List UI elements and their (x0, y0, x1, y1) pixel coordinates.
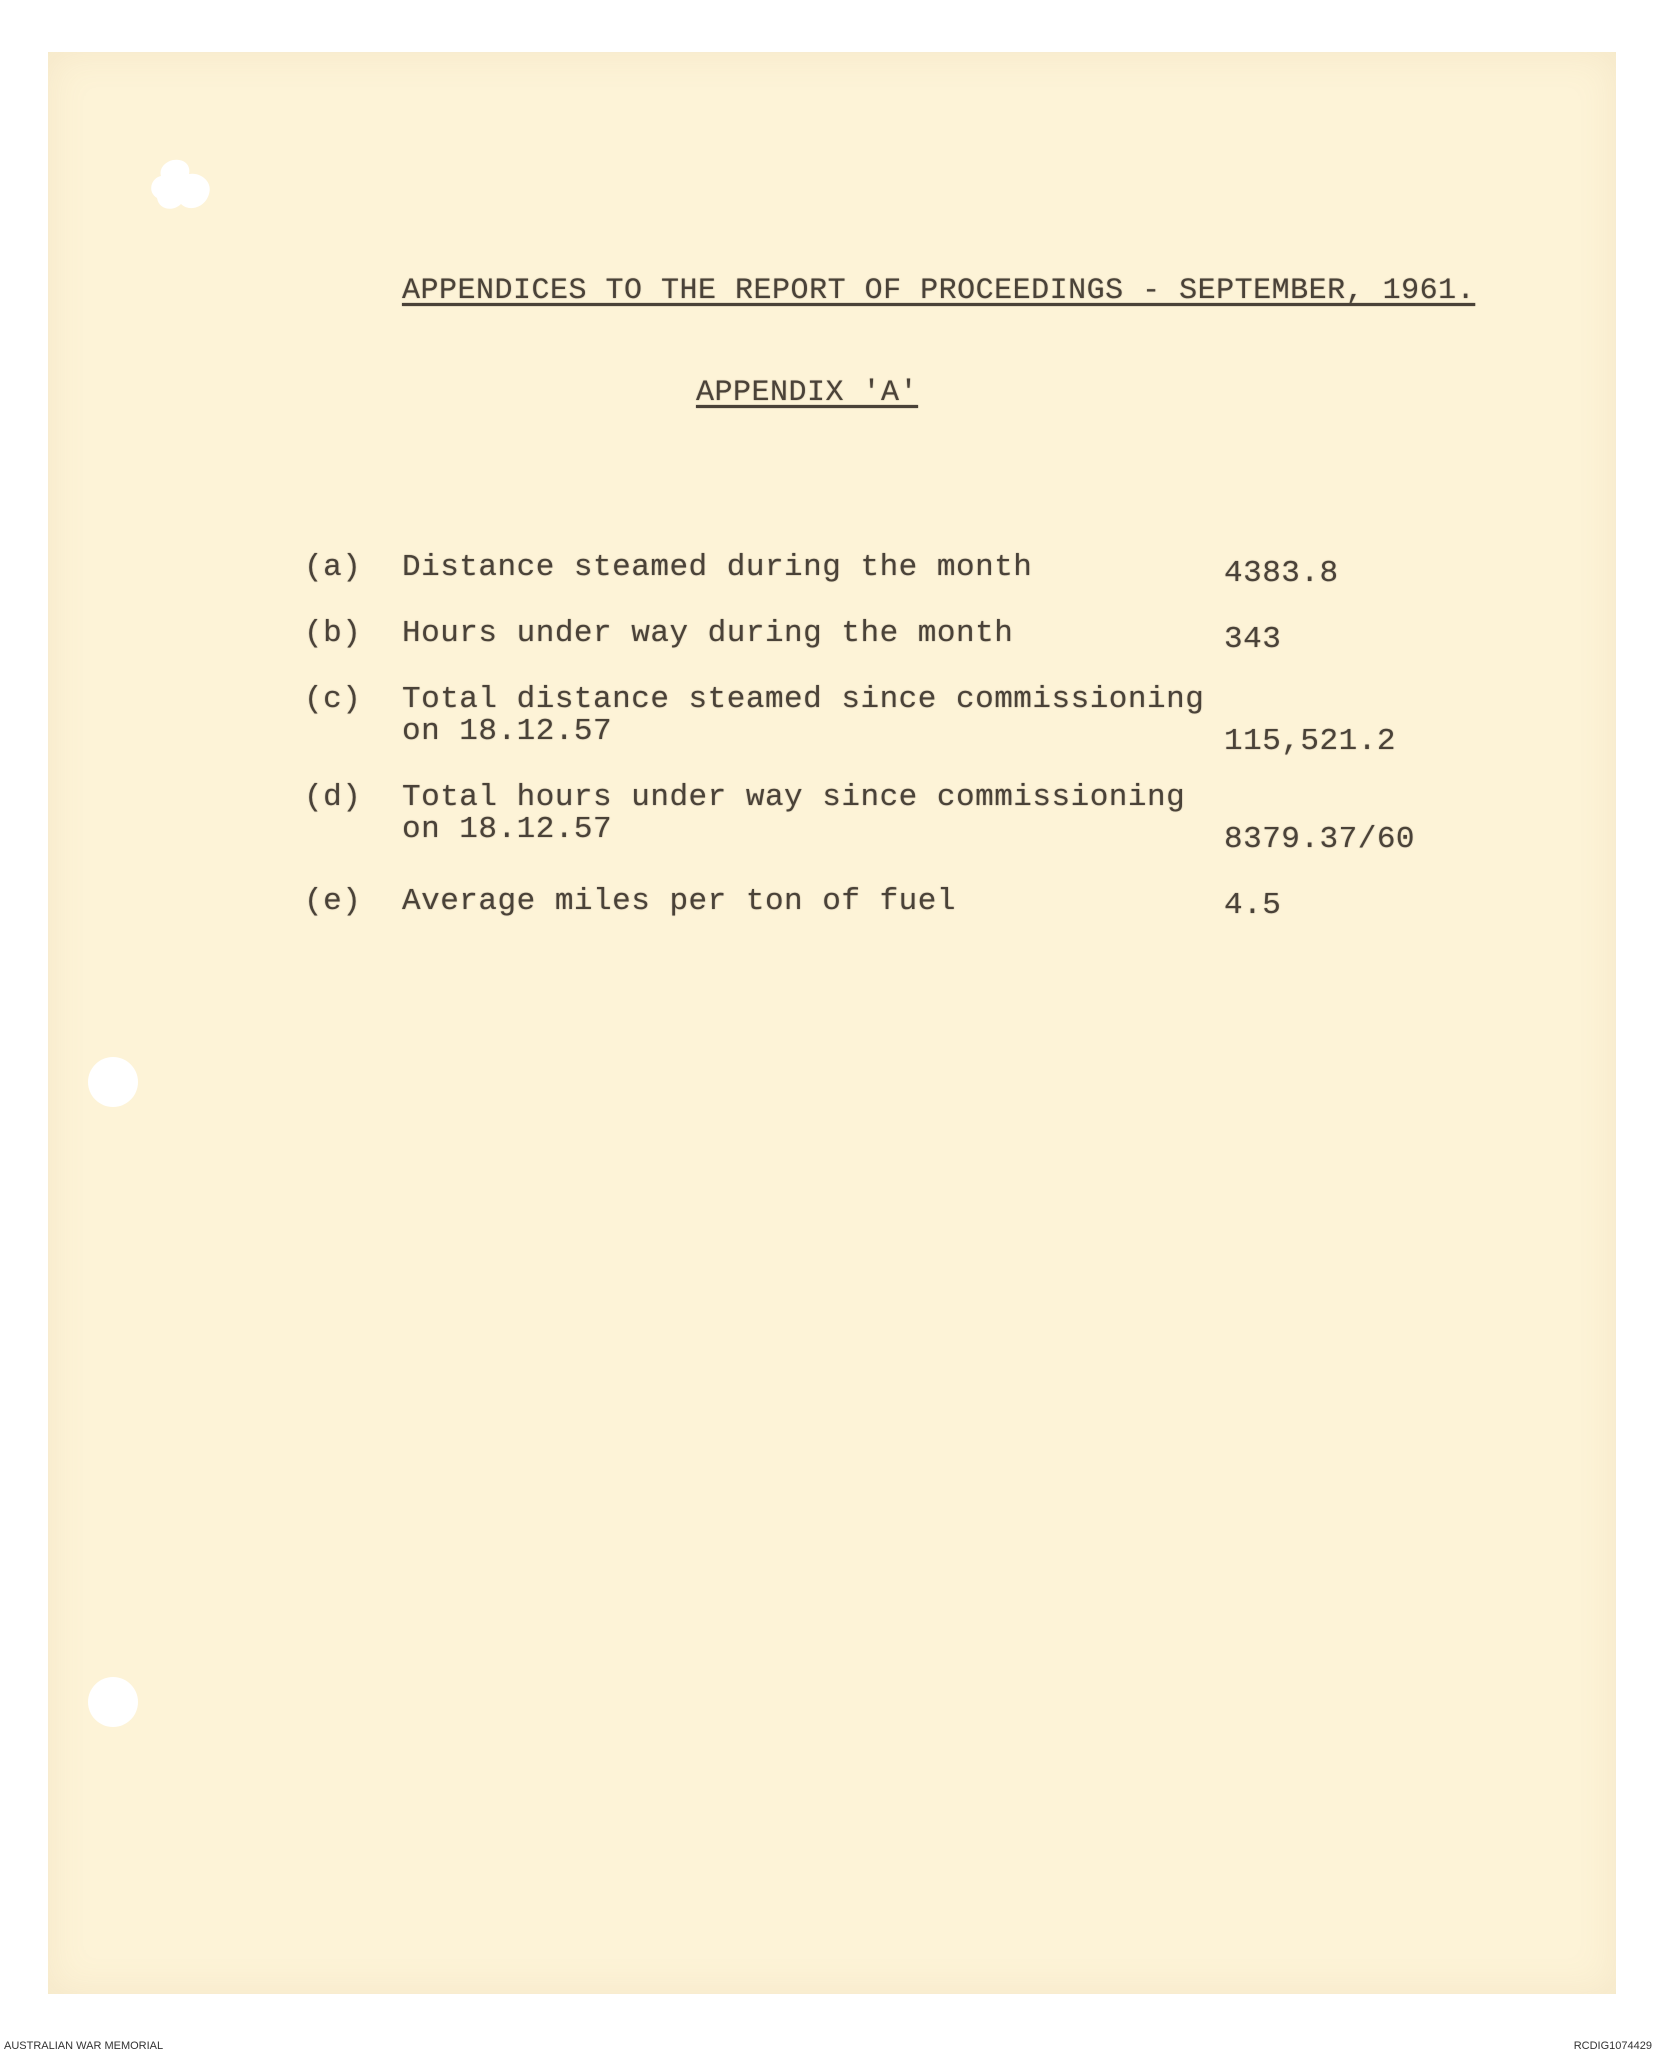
document-page (48, 52, 1616, 1994)
entry-value: 343 (1224, 622, 1282, 657)
entry-letter: (d) (304, 780, 362, 815)
entry-description: Average miles per ton of fuel (402, 884, 956, 919)
punch-hole-lower (88, 1677, 138, 1727)
entry-value: 115,521.2 (1224, 724, 1396, 759)
entry-letter: (c) (304, 682, 362, 717)
archive-reference: RCDIG1074429 (1573, 2040, 1652, 2052)
entry-value: 4383.8 (1224, 556, 1339, 591)
entry-value: 4.5 (1224, 888, 1282, 923)
torn-corner-mark (143, 152, 213, 222)
appendix-heading: APPENDIX 'A' (696, 376, 919, 410)
entry-letter: (b) (304, 616, 362, 651)
entry-description: Hours under way during the month (402, 616, 1014, 651)
entry-letter: (a) (304, 550, 362, 585)
entry-value: 8379.37/60 (1224, 822, 1416, 857)
document-title: APPENDICES TO THE REPORT OF PROCEEDINGS - SEPTEMBER, 1961. (402, 274, 1476, 308)
entry-description: Total hours under way since commissioning on 18.12.57 (402, 780, 1186, 847)
entry-description: Distance steamed during the month (402, 550, 1033, 585)
entry-letter: (e) (304, 884, 362, 919)
archive-credit: AUSTRALIAN WAR MEMORIAL (4, 2040, 164, 2052)
entry-description: Total distance steamed since commissioning on 18.12.57 (402, 682, 1205, 749)
punch-hole-upper (88, 1057, 138, 1107)
